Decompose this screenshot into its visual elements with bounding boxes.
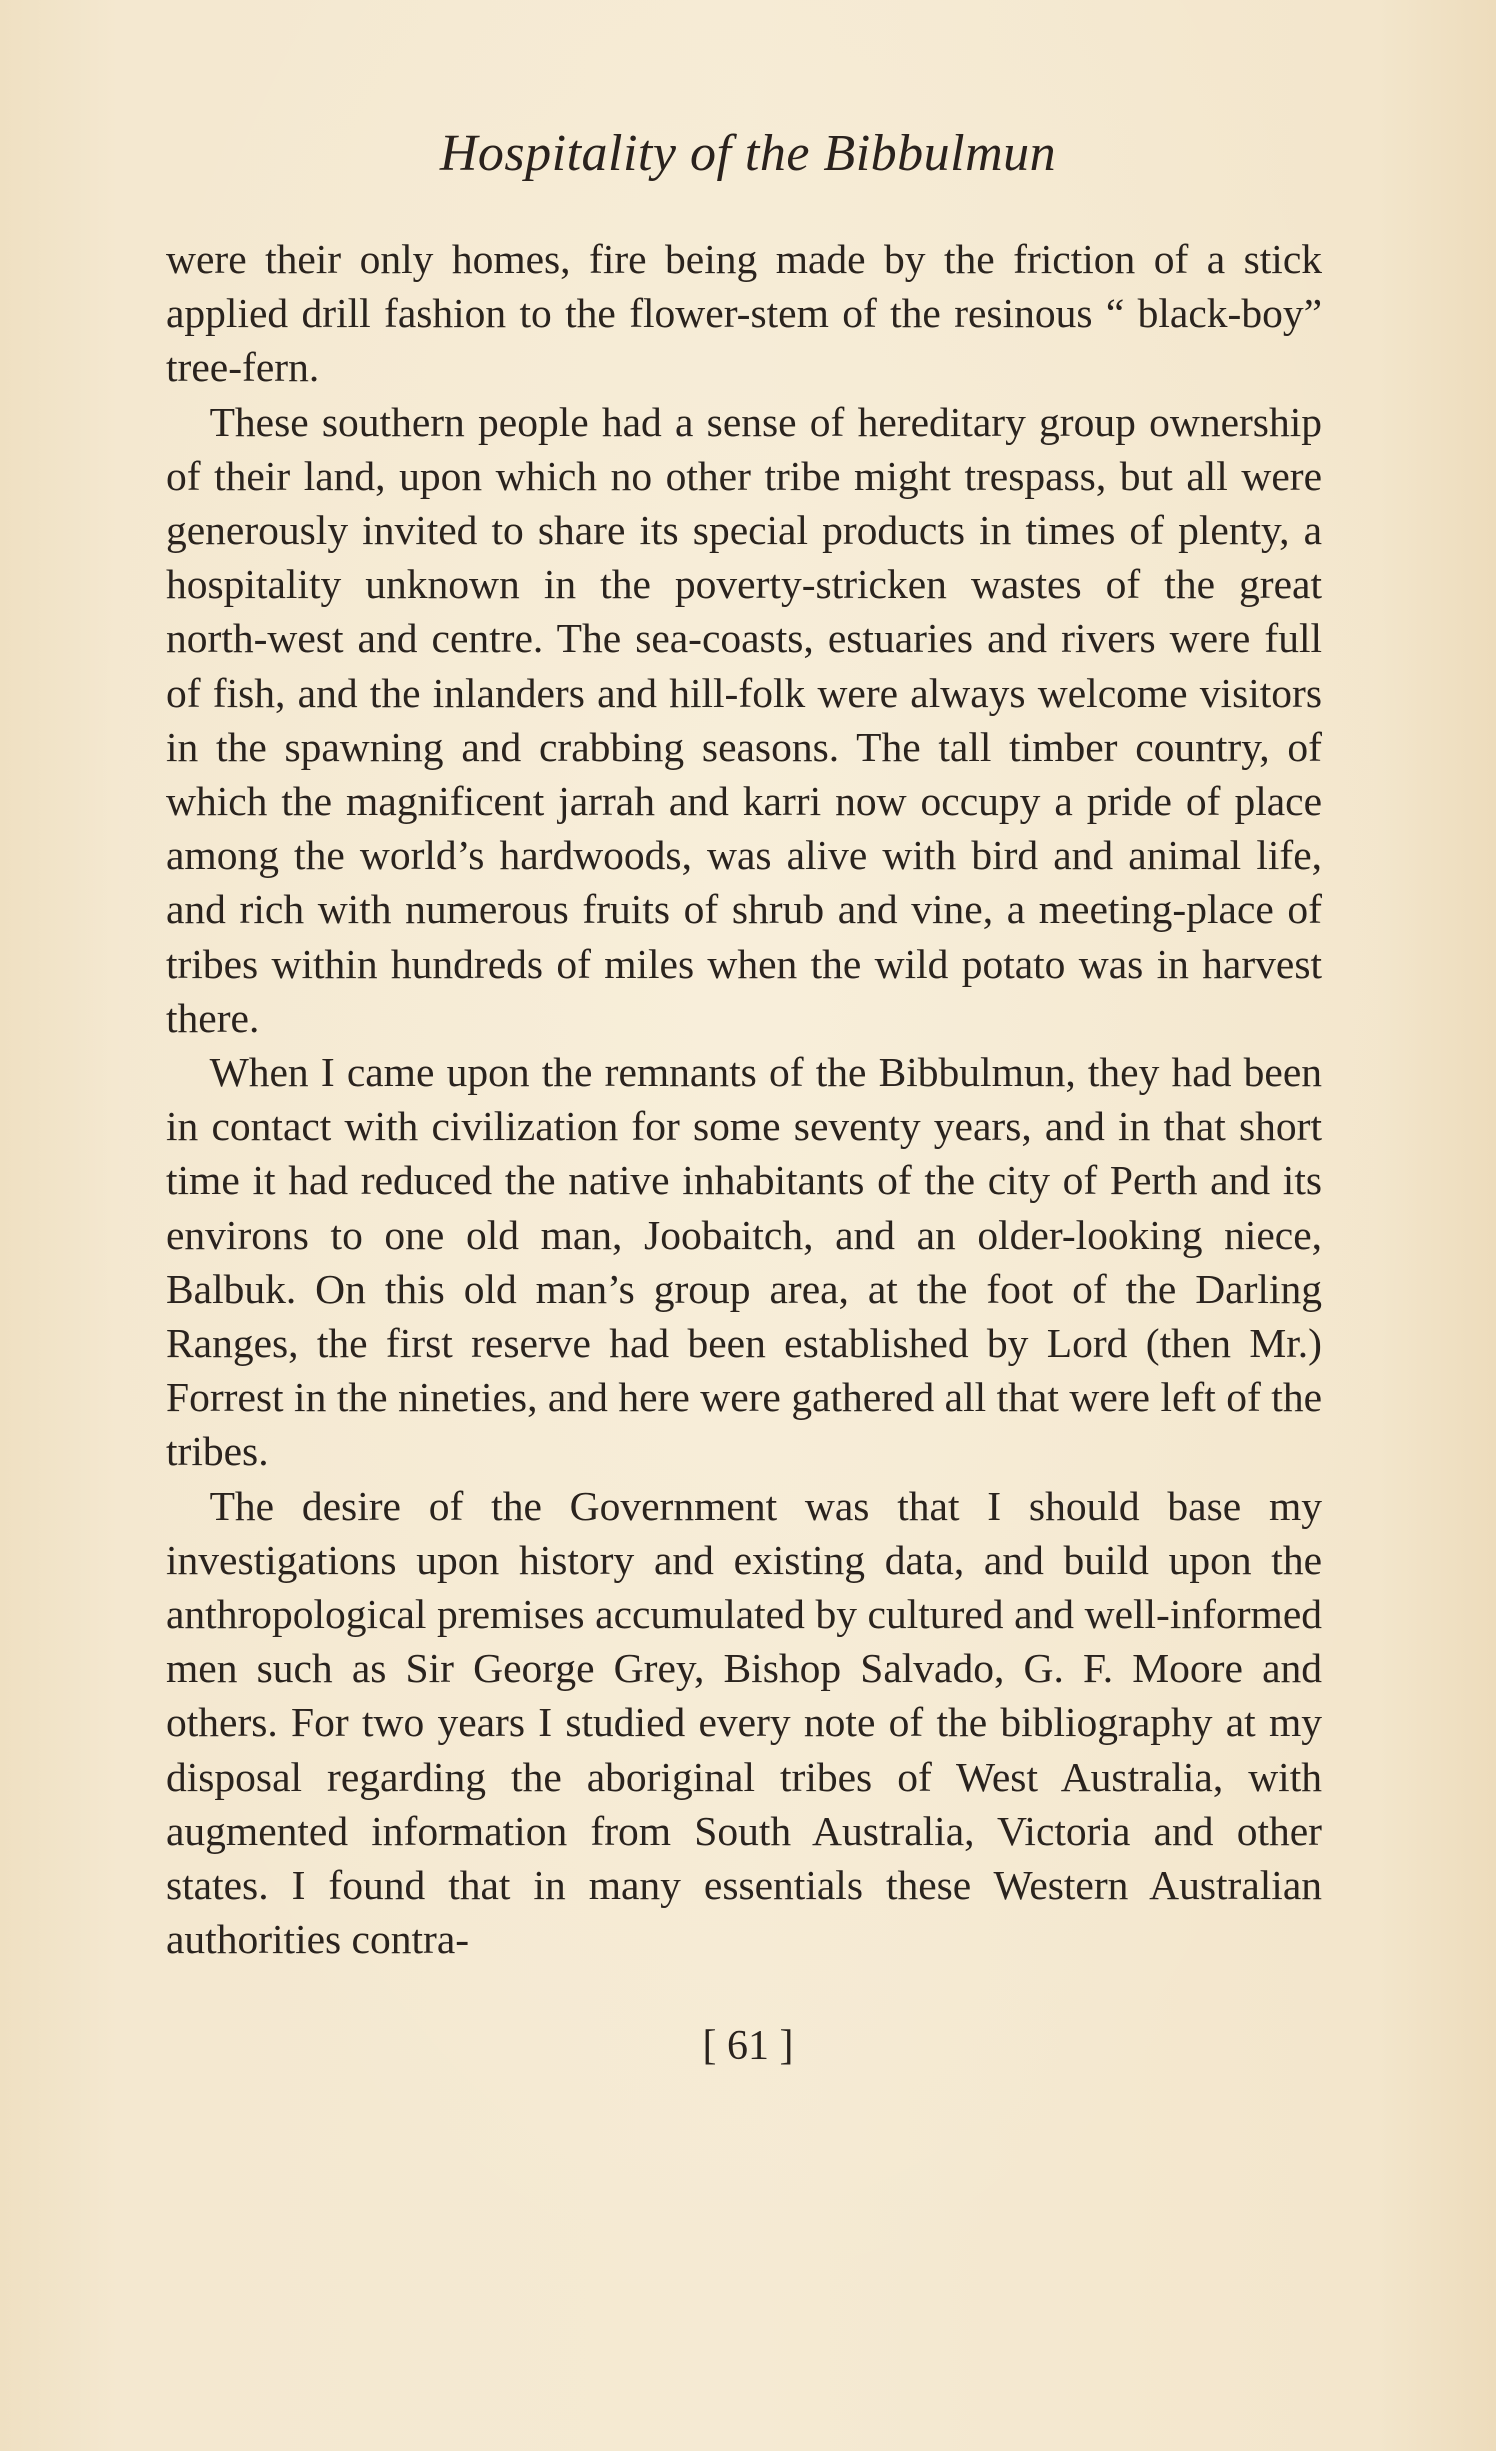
body-text	[166, 232, 1322, 1967]
paragraph-continuation: were their only homes, fire being made by the friction of a stick applied drill fashion to the flower-stem of the resinous “ black-boy” tree-fern.	[166, 236, 1322, 391]
paragraph-government: The desire of the Government was that I should base my investigations upon history and existing data, and build upon the anthropological premises accumulated by cultured and well-informed men such as Sir George Grey, Bishop Salvado, G. F. Moore and others. For two years I studied every note of the bibliography at my disposal regarding the aboriginal tribes of West Australia, with augmented information from South Australia, Victoria and other states. I found that in many essentials these Western Australian authorities contra-	[166, 1482, 1322, 1963]
running-head: Hospitality of the Bibbulmun	[439, 125, 1057, 182]
paragraph-remnants: When I came upon the remnants of the Bibbulmun, they had been in contact with civilization for some seventy years, and in that short time it had reduced the native inhabitants of the city of Perth and its environs to one old man, Joobaitch, and an older-looking niece, Balbuk. On this old man’s group area, at the foot of the Darling Ranges, the first reserve had been established by Lord (then Mr.) Forrest in the nineties, and here were gathered all that were left of the tribes.	[166, 1049, 1322, 1475]
paragraph-southern-people: These southern people had a sense of hereditary group ownership of their land, upon which no other tribe might trespass, but all were generously invited to share its special products in times of plenty, a hospitality unknown in the poverty-stricken wastes of the great north-west and centre. The sea-coasts, estuaries and rivers were full of fish, and the inlanders and hill-folk were always welcome visitors in the spawning and crabbing seasons. The tall timber country, of which the magnificent jarrah and karri now occupy a pride of place among the world’s hardwoods, was alive with bird and animal life, and rich with numerous fruits of shrub and vine, a meeting-place of tribes within hundreds of miles when the wild potato was in harvest there.	[166, 398, 1322, 1041]
page-number: [ 61 ]	[702, 2023, 794, 2069]
